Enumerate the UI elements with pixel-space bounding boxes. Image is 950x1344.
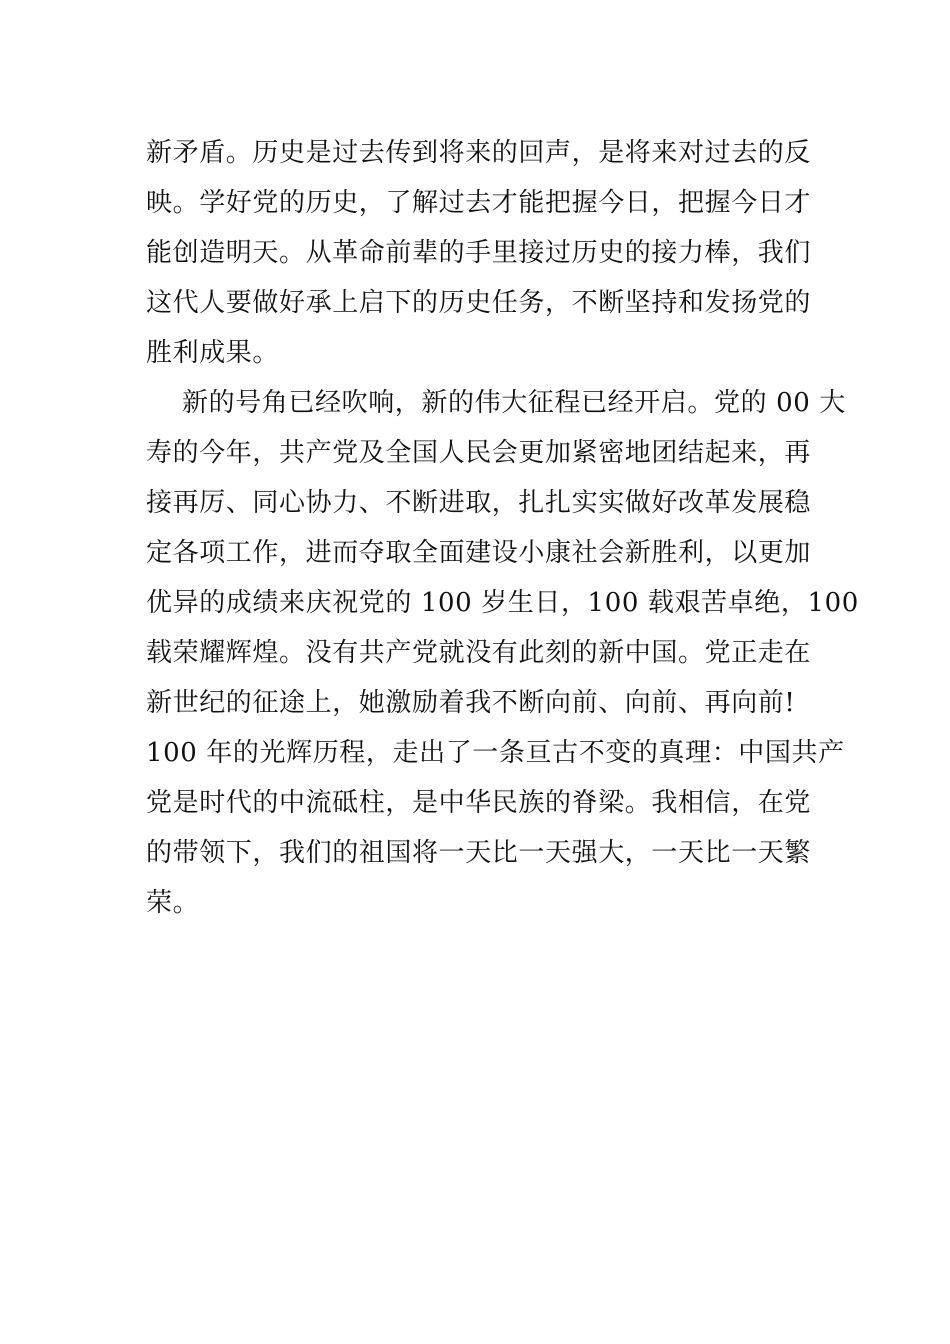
text-line: 载荣耀辉煌。没有共产党就没有此刻的新中国。党正走在: [146, 638, 812, 668]
text-line: 党是时代的中流砥柱，是中华民族的脊梁。我相信，在党: [146, 788, 812, 818]
text-line: 优异的成绩来庆祝党的 100 岁生日，100 载艰苦卓绝，100: [146, 588, 859, 618]
paragraph-start-line: 新的号角已经吹响，新的伟大征程已经开启。党的 00 大: [182, 388, 846, 418]
text-line: 定各项工作，进而夺取全面建设小康社会新胜利，以更加: [146, 538, 812, 568]
body-text: [146, 128, 859, 928]
text-line: 胜利成果。: [146, 338, 280, 368]
text-line: 荣。: [146, 888, 200, 918]
text-line: 映。学好党的历史，了解过去才能把握今日，把握今日才: [146, 188, 812, 218]
text-line: 100 年的光辉历程，走出了一条亘古不变的真理：中国共产: [146, 738, 845, 768]
text-line: 的带领下，我们的祖国将一天比一天强大，一天比一天繁: [146, 838, 812, 868]
text-line: 新矛盾。历史是过去传到将来的回声，是将来对过去的反: [146, 138, 812, 168]
text-line: 能创造明天。从革命前辈的手里接过历史的接力棒，我们: [146, 238, 812, 268]
text-line: 寿的今年，共产党及全国人民会更加紧密地团结起来，再: [146, 438, 812, 468]
text-line: 新世纪的征途上，她激励着我不断向前、向前、再向前!: [146, 688, 796, 718]
text-line: 接再厉、同心协力、不断进取，扎扎实实做好改革发展稳: [146, 488, 812, 518]
text-line: 这代人要做好承上启下的历史任务，不断坚持和发扬党的: [146, 288, 812, 318]
